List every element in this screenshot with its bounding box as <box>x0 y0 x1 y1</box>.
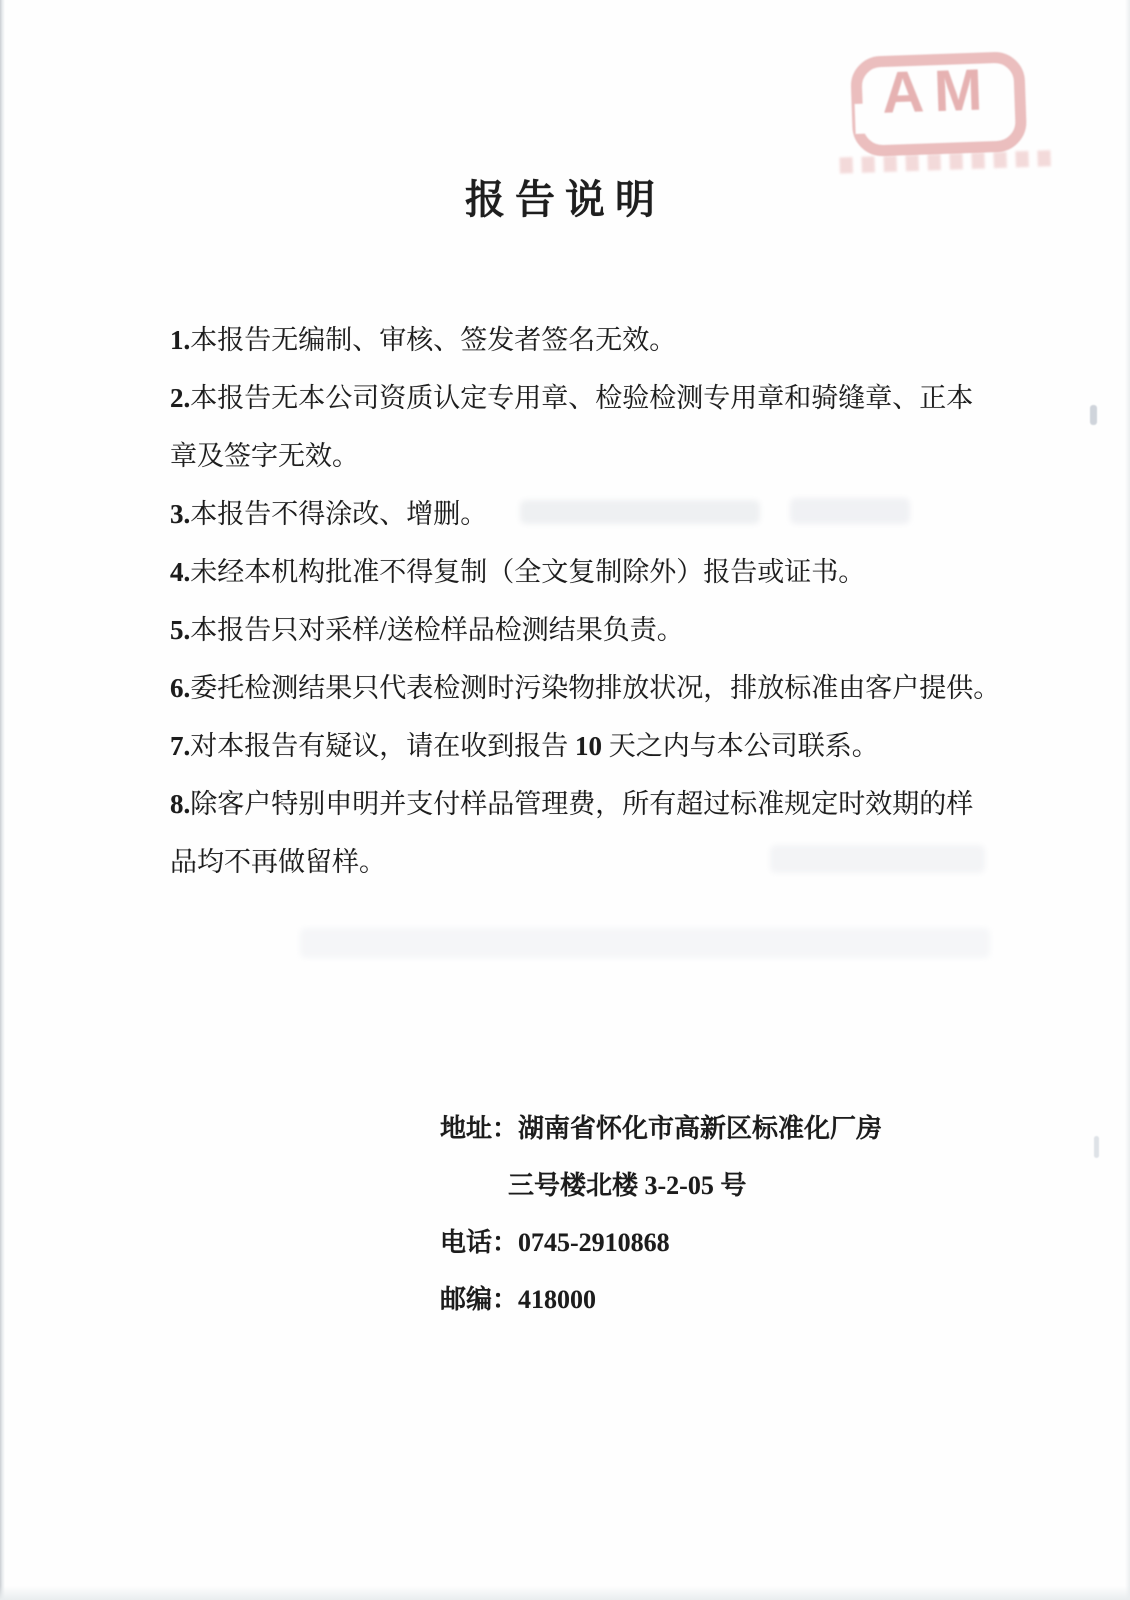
notice-line: 2.本报告无本公司资质认定专用章、检验检测专用章和骑缝章、正本 <box>170 383 974 413</box>
scan-edge-left <box>0 0 5 1600</box>
notice-list <box>170 311 1001 891</box>
red-stamp-bleedthrough <box>846 47 1035 181</box>
notice-line: 7.对本报告有疑议，请在收到报告 10 天之内与本公司联系。 <box>170 731 879 761</box>
notice-line: 1.本报告无编制、审核、签发者签名无效。 <box>170 325 677 355</box>
contact-postal-code: 邮编：418000 <box>440 1285 597 1314</box>
contact-block <box>440 1100 882 1328</box>
notice-line: 3.本报告不得涂改、增删。 <box>170 499 488 529</box>
bleedthrough-smudge <box>300 928 990 958</box>
notice-line: 品均不再做留样。 <box>170 847 386 877</box>
scan-edge-right <box>1125 0 1130 1600</box>
notice-line: 4.未经本机构批准不得复制（全文复制除外）报告或证书。 <box>170 557 866 587</box>
stamp-letters: AM <box>881 57 994 127</box>
notice-line: 章及签字无效。 <box>170 441 359 471</box>
contact-address-line1: 地址：湖南省怀化市高新区标准化厂房 <box>440 1114 883 1143</box>
scan-speck <box>1094 1136 1099 1158</box>
notice-line: 8.除客户特别申明并支付样品管理费，所有超过标准规定时效期的样 <box>170 789 974 819</box>
scan-edge-bottom <box>0 1586 1130 1600</box>
notice-line: 5.本报告只对采样/送检样品检测结果负责。 <box>170 615 684 645</box>
contact-phone: 电话：0745-2910868 <box>440 1228 670 1257</box>
page-title: 报告说明 <box>465 177 665 222</box>
scan-speck <box>1090 405 1097 425</box>
page-title-wrap <box>0 168 1130 225</box>
notice-line: 6.委托检测结果只代表检测时污染物排放状况，排放标准由客户提供。 <box>170 673 1001 703</box>
contact-address-line2: 三号楼北楼 3-2-05 号 <box>508 1171 747 1200</box>
